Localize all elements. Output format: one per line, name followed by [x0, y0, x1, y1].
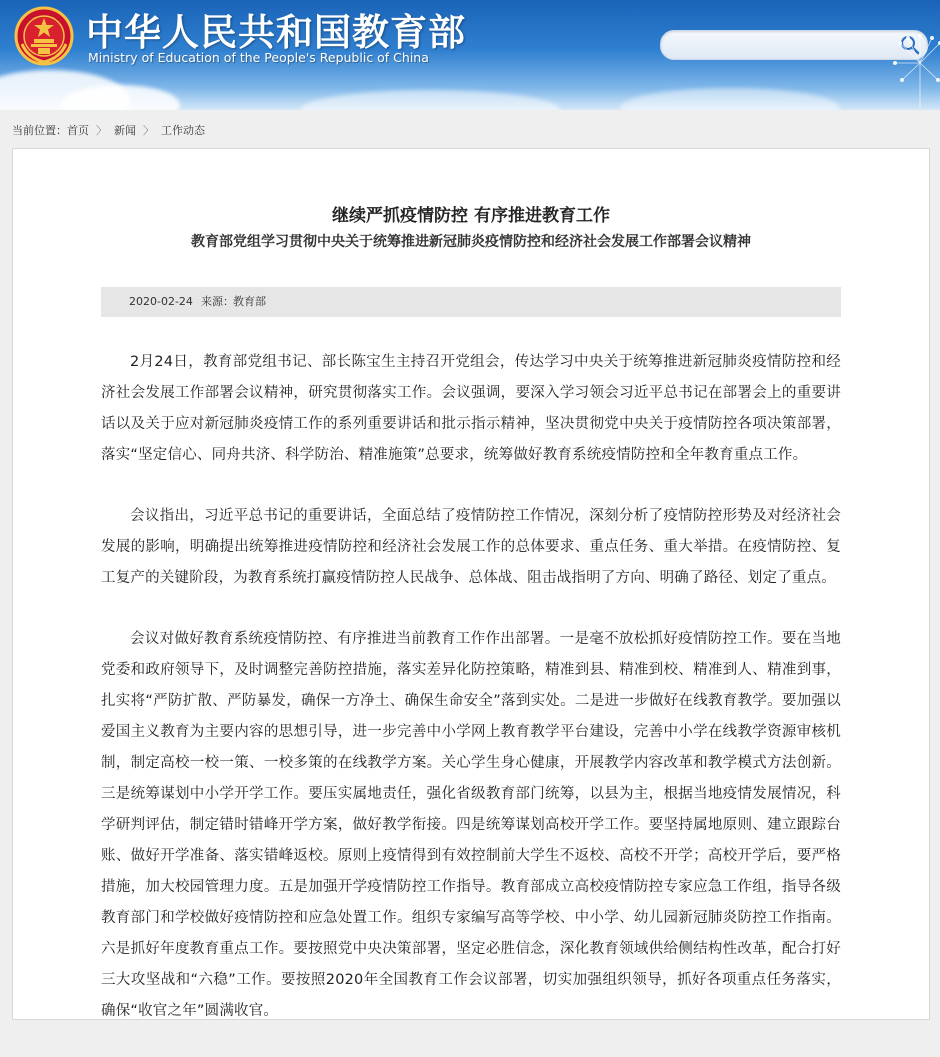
- article-date: 2020-02-24: [129, 295, 193, 308]
- national-emblem-icon[interactable]: [14, 6, 74, 66]
- breadcrumb-home-link[interactable]: 首页: [67, 124, 89, 137]
- article-body: [101, 347, 841, 1057]
- cloud-decoration: [620, 88, 840, 110]
- article-source-value: 教育部: [233, 295, 266, 308]
- dandelion-decoration-icon: [860, 18, 940, 108]
- site-title[interactable]: 中华人民共和国教育部: [86, 11, 466, 54]
- breadcrumb-news-link[interactable]: 新闻: [114, 124, 136, 137]
- article-container: [12, 148, 930, 1020]
- cloud-decoration: [300, 90, 560, 110]
- site-subtitle: Ministry of Education of the People's Republic of China: [88, 50, 429, 65]
- breadcrumb: [12, 122, 205, 138]
- article-paragraph: 会议指出，习近平总书记的重要讲话，全面总结了疫情防控工作情况，深刻分析了疫情防控形势及对经济社会发展的影响，明确提出统筹推进疫情防控和经济社会发展工作的总体要求、重点任务、重大举措。在疫情防控、复工复产的关键阶段，为教育系统打赢疫情防控人民战争、总体战、阻击战指明了方向、明确了路径、划定了重点。: [101, 508, 841, 586]
- breadcrumb-separator: 〉: [96, 124, 107, 137]
- article-paragraph: 2月24日，教育部党组书记、部长陈宝生主持召开党组会，传达学习中央关于统筹推进新冠肺炎疫情防控和经济社会发展工作部署会议精神，研究贯彻落实工作。会议强调，要深入学习领会习近平总书记在部署会上的重要讲话以及关于应对新冠肺炎疫情工作的系列重要讲话和批示指示精神，坚决贯彻党中央关于疫情防控各项决策部署，落实“坚定信心、同舟共济、科学防治、精准施策”总要求，统筹做好教育系统疫情防控和全年教育重点工作。: [101, 354, 841, 463]
- breadcrumb-prefix: 当前位置：: [12, 124, 67, 137]
- article-meta-bar: [101, 287, 841, 317]
- article-title: 继续严抓疫情防控 有序推进教育工作: [332, 206, 610, 226]
- breadcrumb-work-news-link[interactable]: 工作动态: [161, 124, 205, 137]
- article-paragraph: 会议对做好教育系统疫情防控、有序推进当前教育工作作出部署。一是毫不放松抓好疫情防控工作。要在当地党委和政府领导下，及时调整完善防控措施，落实差异化防控策略，精准到县、精准到校、精准到人、精准到事，扎实将“严防扩散、严防暴发，确保一方净土、确保生命安全”落到实处。二是进一步做好在线教育教学。要加强以爱国主义教育为主要内容的思想引导，进一步完善中小学网上教育教学平台建设，完善中小学在线教学资源审核机制，制定高校一校一策、一校多策的在线教学方案。关心学生身心健康，开展教学内容改革和教学模式方法创新。三是统筹谋划中小学开学工作。要压实属地责任，强化省级教育部门统筹，以县为主，根据当地疫情发展情况，科学研判评估，制定错时错峰开学方案，做好教学衔接。四是统筹谋划高校开学工作。要坚持属地原则、建立跟踪台账、做好开学准备、落实错峰返校。原则上疫情得到有效控制前大学生不返校、高校不开学；高校开学后，要严格措施，加大校园管理力度。五是加强开学疫情防控工作指导。教育部成立高校疫情防控专家应急工作组，指导各级教育部门和学校做好疫情防控和应急处置工作。组织专家编写高等学校、中小学、幼儿园新冠肺炎防控工作指南。六是抓好年度教育重点工作。要按照党中央决策部署，坚定必胜信念，深化教育领域供给侧结构性改革，配合打好三大攻坚战和“六稳”工作。要按照2020年全国教育工作会议部署，切实加强组织领导，抓好各项重点任务落实，确保“收官之年”圆满收官。: [101, 631, 841, 1019]
- article-subtitle: 教育部党组学习贯彻中央关于统筹推进新冠肺炎疫情防控和经济社会发展工作部署会议精神: [191, 234, 751, 250]
- site-header: [0, 0, 940, 110]
- article-source-label: 来源：: [201, 295, 234, 308]
- breadcrumb-separator: 〉: [143, 124, 154, 137]
